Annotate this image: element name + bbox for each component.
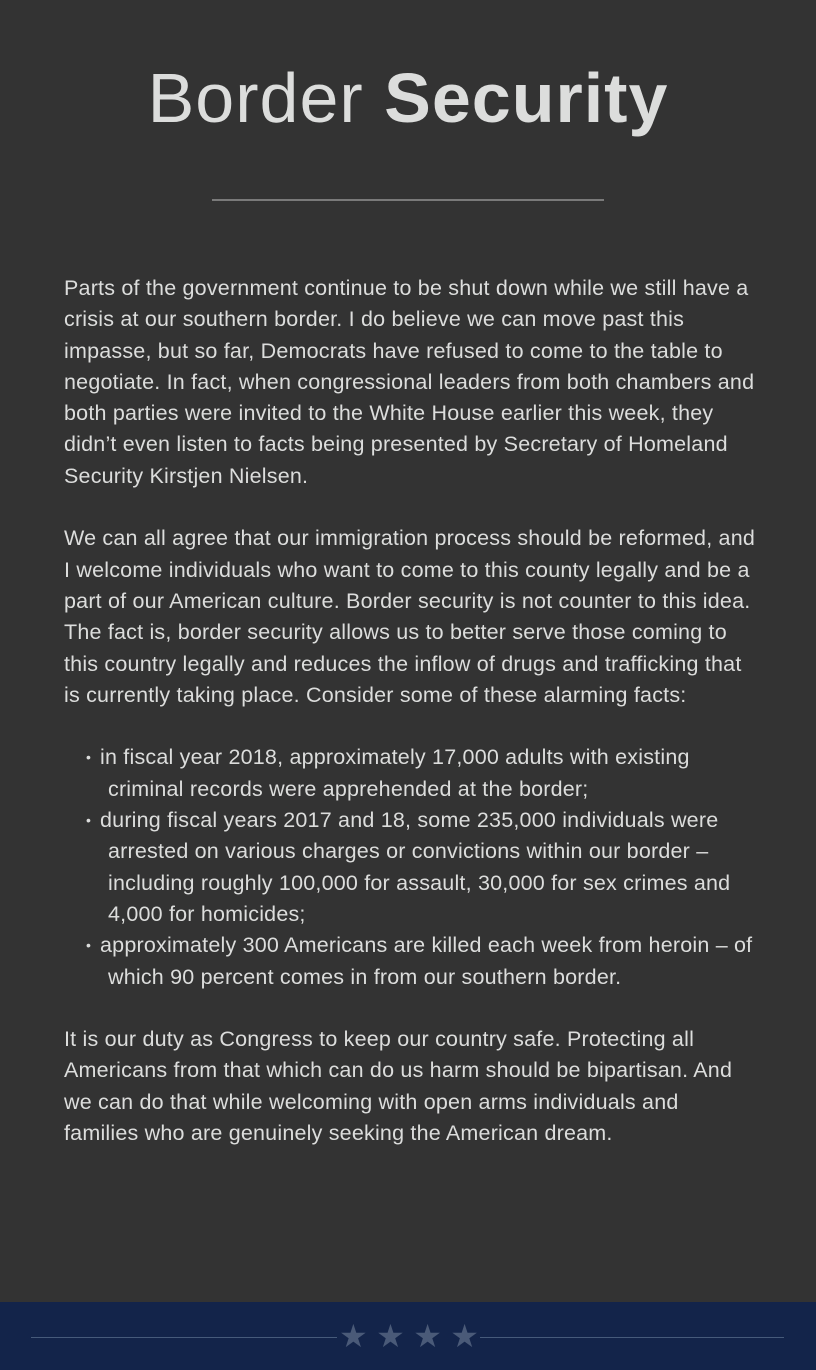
list-item <box>86 805 756 930</box>
fact-text: approximately 300 Americans are killed each week from heroin – of which 90 percent comes in from our southern border. <box>100 933 753 989</box>
star-icon: ★ <box>413 1318 442 1354</box>
fact-text: during fiscal years 2017 and 18, some 235,000 individuals were arrested on various charges or convictions within our border – including roughly 100,000 for assault, 30,000 for sex crimes and 4,000 for homicides; <box>100 808 731 926</box>
stars-ornament <box>339 1318 479 1354</box>
footer-banner <box>0 1302 816 1370</box>
page-title <box>0 58 816 138</box>
title-divider <box>212 199 604 201</box>
star-icon: ★ <box>450 1318 479 1354</box>
list-item <box>86 742 756 805</box>
star-icon: ★ <box>339 1318 368 1354</box>
bullet-icon: • <box>86 937 92 954</box>
footer-divider-left <box>31 1337 337 1338</box>
fact-text: in fiscal year 2018, approximately 17,000 adults with existing criminal records were apprehended at the border; <box>100 745 690 801</box>
paragraph: We can all agree that our immigration process should be reformed, and I welcome individuals who want to come to this county legally and be a part of our American culture. Border security is not counter to this idea. The fact is, border security allows us to better serve those coming to this country legally and reduces the inflow of drugs and trafficking that is currently taking place. Consider some of these alarming facts: <box>64 526 756 707</box>
facts-list <box>64 742 756 992</box>
closing-paragraph: It is our duty as Congress to keep our country safe. Protecting all Americans from that which can do us harm should be bipartisan. And we can do that while welcoming with open arms individuals and families who are genuinely seeking the American dream. <box>64 1027 733 1146</box>
list-item <box>86 930 756 993</box>
star-icon: ★ <box>376 1318 405 1354</box>
bullet-icon: • <box>86 749 92 766</box>
paragraph: Parts of the government continue to be shut down while we still have a crisis at our southern border. I do believe we can move past this impasse, but so far, Democrats have refused to come to the table to negotiate. In fact, when congressional leaders from both chambers and both parties were invited to the White House earlier this week, they didn’t even listen to facts being presented by Secretary of Homeland Security Kirstjen Nielsen. <box>64 276 755 488</box>
title-light: Border <box>147 59 364 137</box>
footer-divider-right <box>480 1337 784 1338</box>
bullet-icon: • <box>86 812 92 829</box>
title-bold: Security <box>384 59 669 137</box>
article-body <box>64 273 756 1181</box>
